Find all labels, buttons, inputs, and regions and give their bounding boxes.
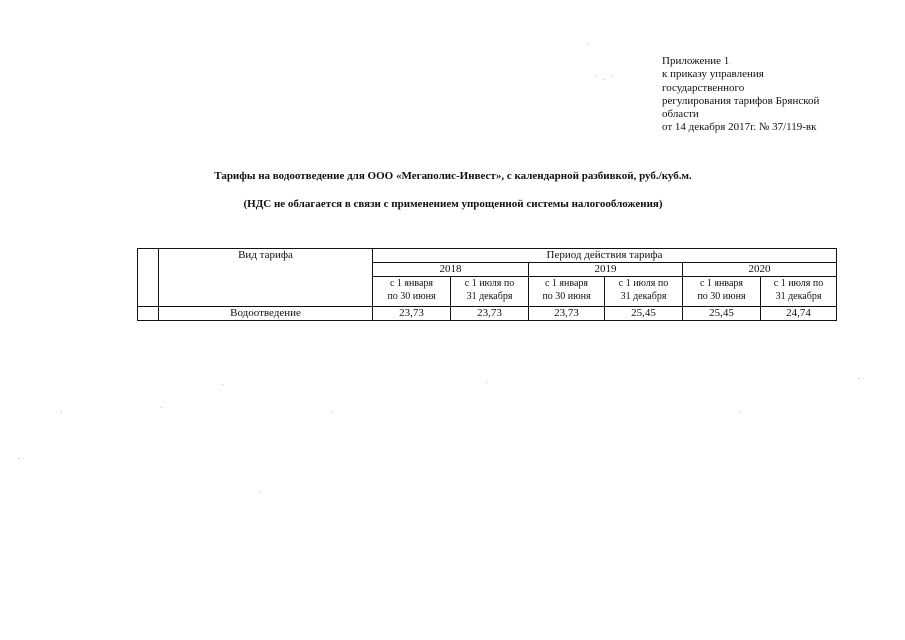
year-header-2018: 2018	[373, 263, 529, 277]
tariff-value-cell: 24,74	[761, 307, 837, 321]
tariff-type-header: Вид тарифа	[159, 249, 373, 307]
scan-speck	[486, 382, 487, 383]
scan-speck	[612, 75, 613, 76]
scan-speck	[596, 76, 597, 77]
scan-speck	[18, 458, 19, 459]
year-header-2020: 2020	[683, 263, 837, 277]
scan-speck	[604, 79, 605, 80]
period-line: с 1 июля по	[464, 278, 515, 289]
period-cell	[761, 277, 837, 307]
tariff-table	[137, 248, 837, 321]
scan-speck	[331, 412, 332, 413]
scan-speck	[259, 492, 260, 493]
period-cell	[683, 277, 761, 307]
tariff-value-cell: 23,73	[529, 307, 605, 321]
period-cell	[605, 277, 683, 307]
period-line: 31 декабря	[466, 291, 513, 302]
appendix-line: от 14 декабря 2017г. № 37/119-вк	[662, 121, 817, 134]
appendix-line: Приложение 1	[662, 55, 730, 67]
period-line: по 30 июня	[697, 291, 746, 302]
period-line: по 30 июня	[387, 291, 436, 302]
period-line: с 1 января	[389, 278, 434, 289]
document-title: Тарифы на водоотведение для ООО «Мегаполис-Инвест», с календарной разбивкой, руб./куб.м.	[214, 170, 692, 182]
scan-speck	[222, 384, 223, 385]
tariff-value-cell: 23,73	[451, 307, 529, 321]
row-number-header	[138, 249, 159, 307]
year-header-2019: 2019	[529, 263, 683, 277]
period-header: Период действия тарифа	[373, 249, 837, 263]
appendix-line: к приказу управления	[662, 68, 764, 81]
appendix-line: государственного	[662, 81, 745, 94]
period-line: с 1 января	[699, 278, 744, 289]
period-line: с 1 июля по	[618, 278, 669, 289]
appendix-line: регулирования тарифов Брянской	[662, 94, 820, 107]
table-row	[138, 307, 837, 321]
appendix-line: области	[662, 108, 699, 121]
tariff-name-cell: Водоотведение	[159, 307, 373, 321]
period-line: 31 декабря	[775, 291, 822, 302]
period-cell	[373, 277, 451, 307]
scan-speck	[740, 411, 741, 412]
tariff-value-cell: 25,45	[605, 307, 683, 321]
period-cell	[451, 277, 529, 307]
tariff-value-cell: 25,45	[683, 307, 761, 321]
scan-speck	[161, 407, 162, 408]
period-line: с 1 июля по	[773, 278, 824, 289]
period-line: по 30 июня	[542, 291, 591, 302]
scan-speck	[588, 44, 589, 45]
document-subtitle: (НДС не облагается в связи с применением упрощенной системы налогообложения)	[243, 198, 663, 210]
appendix-header	[662, 55, 892, 135]
tariff-value-cell: 23,73	[373, 307, 451, 321]
period-line: 31 декабря	[620, 291, 667, 302]
scan-speck	[61, 412, 62, 413]
row-number-cell	[138, 307, 159, 321]
period-line: с 1 января	[544, 278, 589, 289]
period-cell	[529, 277, 605, 307]
scan-speck	[858, 378, 859, 379]
